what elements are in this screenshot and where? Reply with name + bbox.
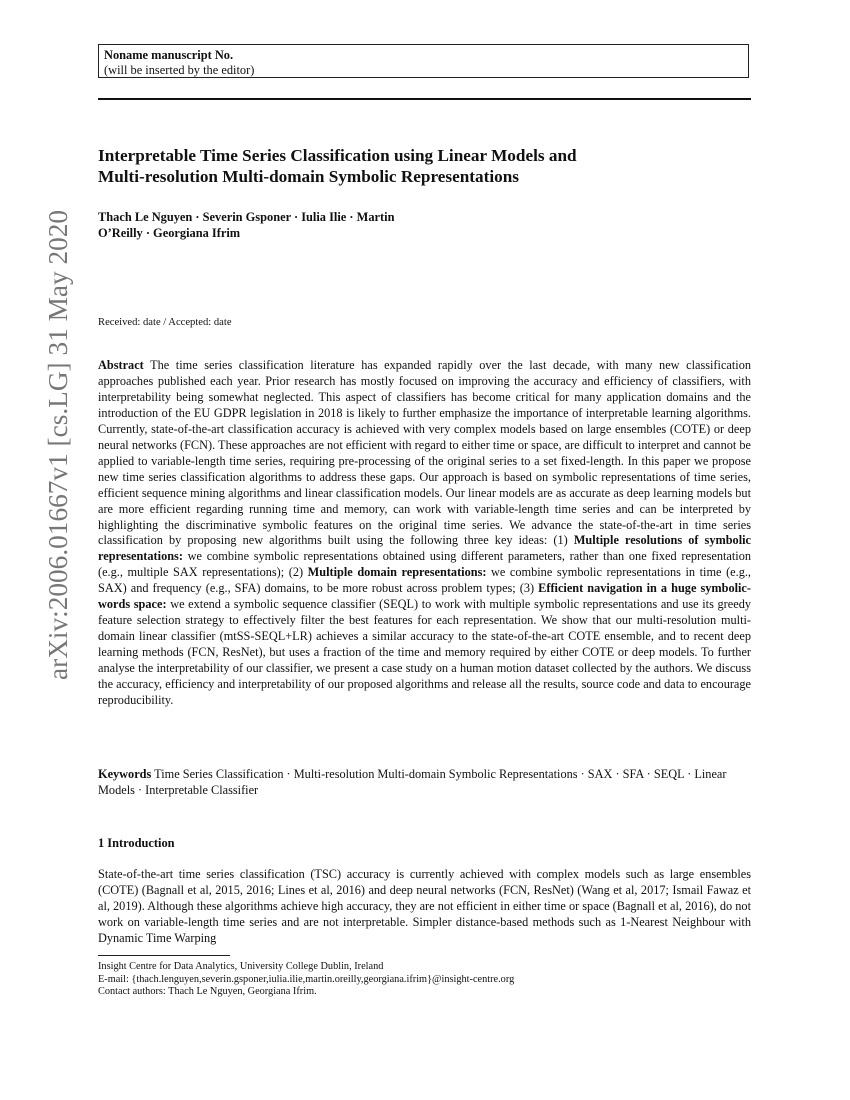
header-rule	[98, 98, 751, 100]
introduction-paragraph: State-of-the-art time series classification (TSC) accuracy is currently achieved with complex models such as large ensembles (COTE) (Bagnall et al, 2015, 2016; Lines et al, 2016) and deep neural networks (FCN, ResNet) (Wang et al, 2017; Ismail Fawaz et al, 2019). Although these algorithms achieve high accuracy, they are not efficient in either time or space (Bagnall et al, 2016), do not work on variable-length time series and are not interpretable. Simpler distance-based methods such as 1-Nearest Neighbour with Dynamic Time Warping	[98, 867, 751, 945]
manuscript-number-label: Noname manuscript No.	[104, 48, 234, 62]
email-line: E-mail: {thach.lenguyen,severin.gsponer,iulia.ilie,martin.oreilly,georgiana.ifrim}@insight-centre.org	[98, 973, 515, 985]
abstract-label: Abstract	[98, 358, 144, 372]
keywords	[98, 767, 751, 799]
editor-note-box	[98, 44, 749, 78]
affiliation-line: Insight Centre for Data Analytics, University College Dublin, Ireland	[98, 961, 384, 972]
section-heading-introduction: 1 Introduction	[98, 836, 175, 850]
paper-title	[98, 145, 750, 187]
abstract-key-idea-1: Multiple resolutions of symbolic representations:	[98, 533, 751, 564]
footnote-rule	[98, 955, 230, 956]
authors-line-1: Thach Le Nguyen · Severin Gsponer · Iulia Ilie · Martin	[98, 210, 395, 224]
keywords-label: Keywords	[98, 767, 152, 781]
contact-authors-line: Contact authors: Thach Le Nguyen, Georgiana Ifrim.	[98, 986, 317, 998]
received-accepted-line: Received: date / Accepted: date	[98, 317, 232, 328]
title-line-1: Interpretable Time Series Classification using Linear Models and	[98, 146, 577, 165]
title-line-2: Multi-resolution Multi-domain Symbolic Representations	[98, 167, 519, 186]
abstract	[98, 358, 751, 709]
keywords-text: Time Series Classification · Multi-resolution Multi-domain Symbolic Representations · SAX · SFA · SEQL · Linear Models · Interpretable Classifier	[98, 767, 727, 797]
abstract-key-idea-3: Efficient navigation in a huge symbolic-words space:	[98, 581, 751, 612]
abstract-key-idea-2: Multiple domain representations:	[307, 565, 487, 580]
abstract-text-1: The time series classification literature has expanded rapidly over the last decade, with many new classification approaches published each year. Prior research has mostly focused on improving the accuracy and efficiency of classifiers, with interpretability being somewhat neglected. This aspect of classifiers has become critical for many application domains and the introduction of the EU GDPR legislation in 2018 is likely to further emphasize the importance of interpretable learning algorithms. Currently, state-of-the-art classification accuracy is achieved with very complex models based on large ensembles (COTE) or deep neural networks (FCN). These approaches are not efficient with regard to either time or space, are difficult to interpret and cannot be applied to variable-length time series, requiring pre-processing of the original series to a set fixed-length. In this paper we propose new time series classification algorithms to address these gaps. Our approach is based on symbolic representations of time series, efficient sequence mining algorithms and linear classification models. Our linear models are as accurate as deep learning models but are more efficient regarding running time and memory, can work with variable-length time series and can be interpreted by highlighting the discriminative symbolic features on the original time series. We advance the state-of-the-art in time series classification by proposing new algorithms built using the following three key ideas: (1)	[98, 358, 751, 548]
editor-note: (will be inserted by the editor)	[104, 62, 255, 77]
authors-line-2: O’Reilly · Georgiana Ifrim	[98, 226, 241, 240]
abstract-text-4: we extend a symbolic sequence classifier (SEQL) to work with multiple symbolic representations and use its greedy feature selection strategy to effectively filter the best features for each representation. We show that our multi-resolution multi-domain linear classifier (mtSS-SEQL+LR) achieves a similar accuracy to the state-of-the-art COTE ensemble, and to recent deep learning methods (FCN, ResNet), but uses a fraction of the time and memory required by either COTE or deep models. To further analyse the interpretability of our classifier, we present a case study on a human motion dataset collected by the authors. We discuss the accuracy, efficiency and interpretability of our proposed algorithms and release all the results, source code and data to encourage reproducibility.	[98, 597, 751, 708]
footnote	[98, 961, 751, 999]
abstract-text-2: we combine symbolic representations obtained using different parameters, rather than one fixed representation (e.g., multiple SAX representations); (2)	[98, 549, 751, 580]
arxiv-identifier-stamp: arXiv:2006.01667v1 [cs.LG] 31 May 2020	[43, 209, 73, 680]
abstract-text-3: we combine symbolic representations in time (e.g., SAX) and frequency (e.g., SFA) domains, to be more robust across problem types; (3)	[98, 565, 751, 596]
author-list	[98, 209, 750, 241]
